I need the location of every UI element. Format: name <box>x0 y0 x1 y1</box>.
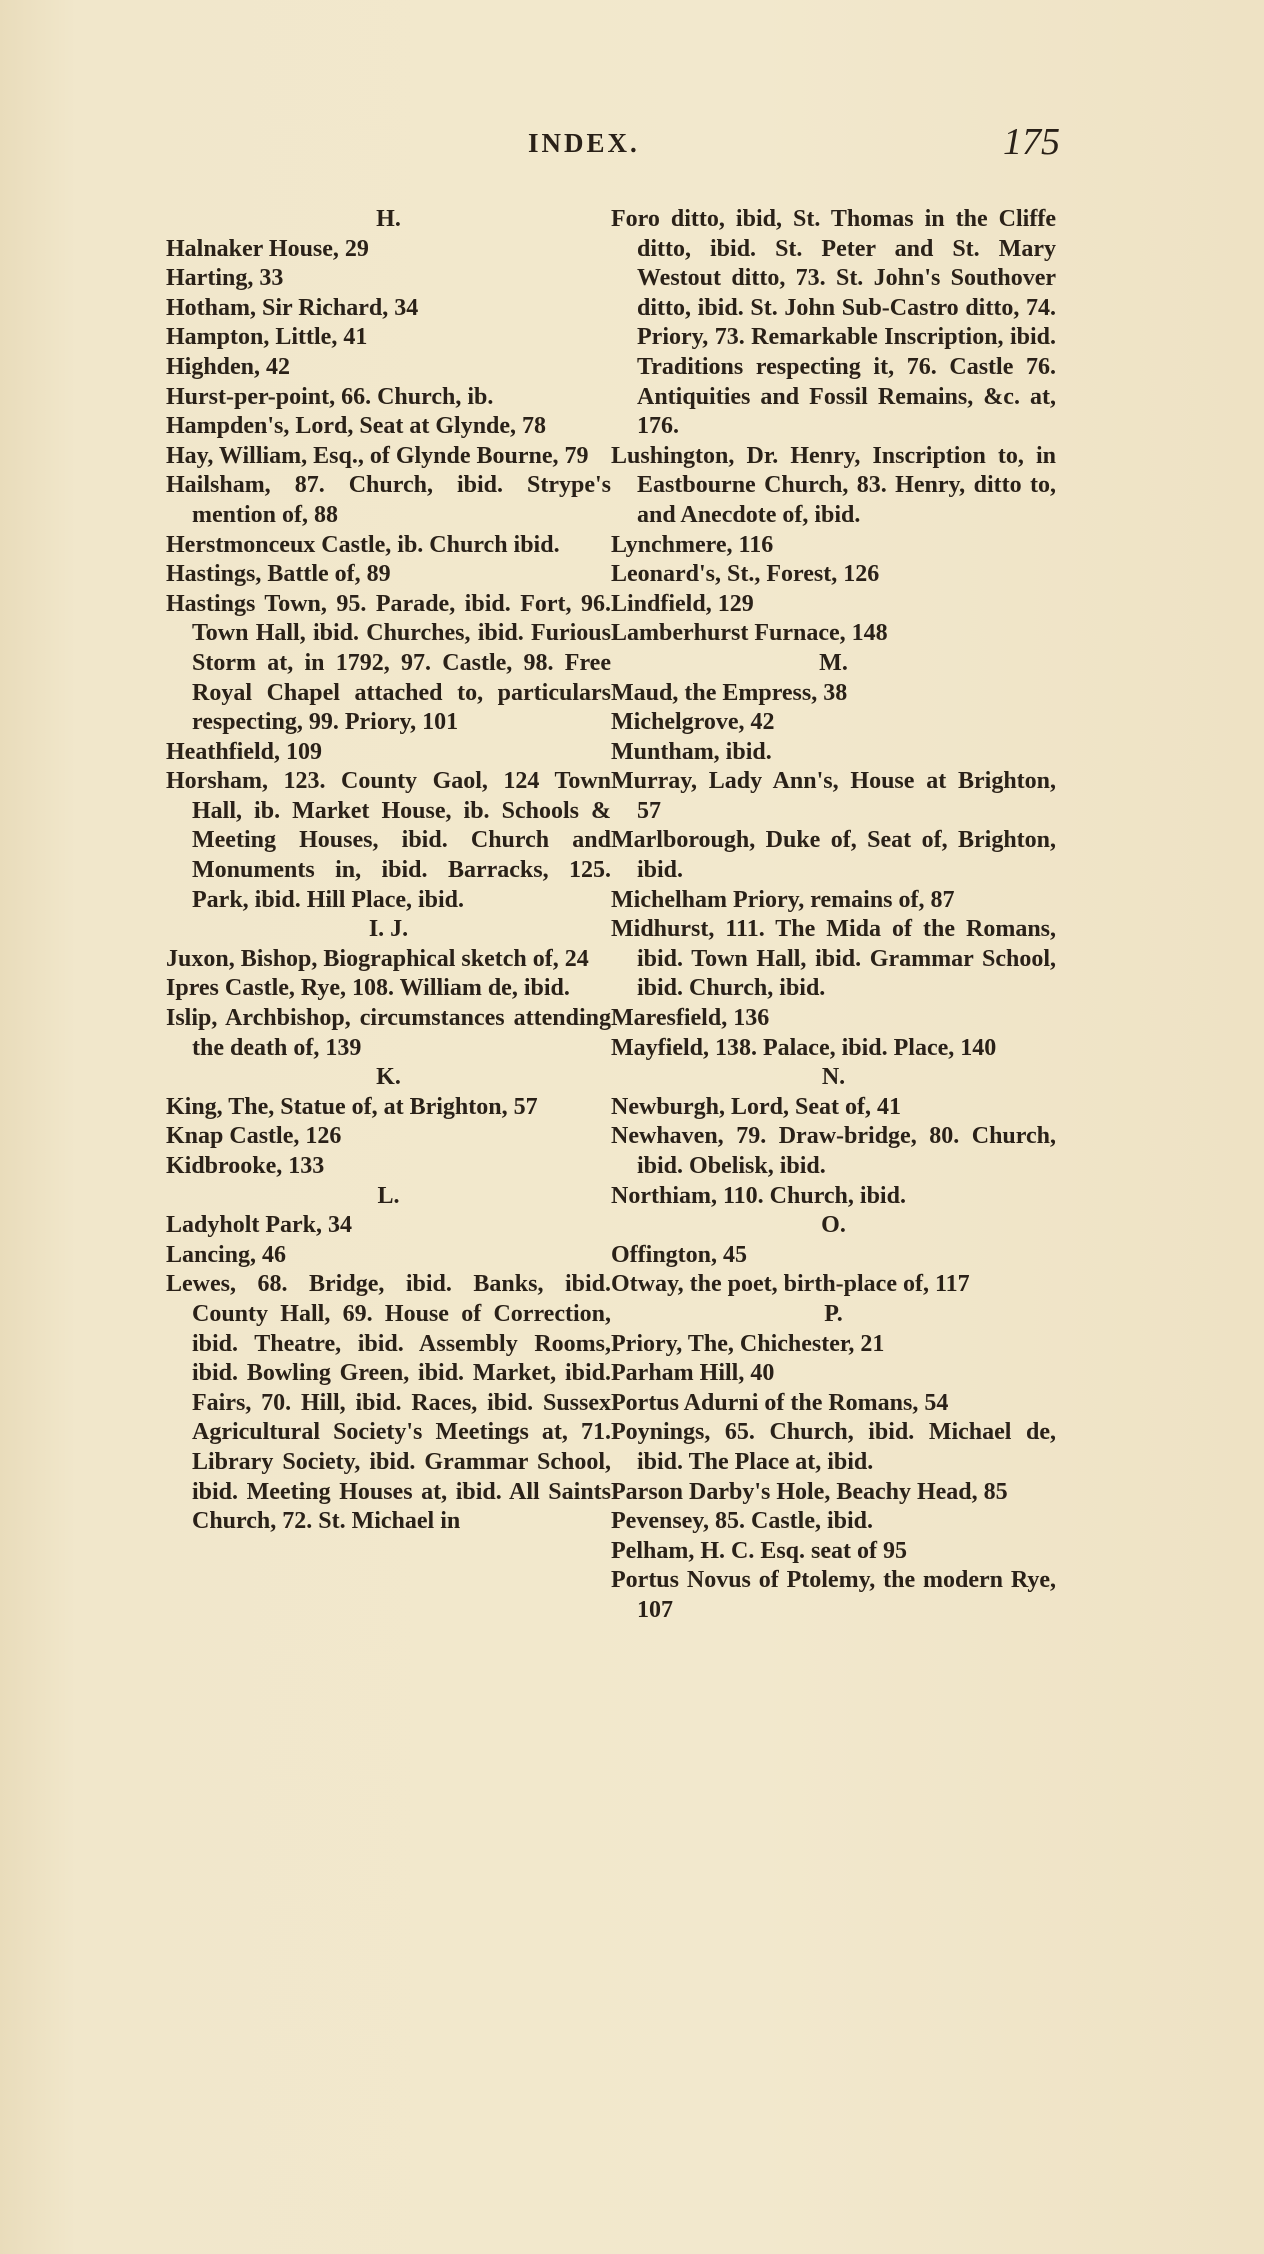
index-entry: Michelham Priory, remains of, 87 <box>611 886 955 913</box>
section-letter: P. <box>824 1300 843 1327</box>
index-entry: Murray, Lady Ann's, House at Brighton, 57 <box>611 768 1056 824</box>
index-entry: Newburgh, Lord, Seat of, 41 <box>611 1093 902 1120</box>
running-head <box>140 120 1060 170</box>
index-column-left <box>166 205 611 1537</box>
index-entry: Pevensey, 85. Castle, ibid. <box>611 1508 873 1535</box>
index-entry: Maresfield, 136 <box>611 1005 770 1032</box>
index-entry: Lushington, Dr. Henry, Inscription to, in Eastbourne Church, 83. Henry, ditto to, and Anecdote of, ibid. <box>611 442 1056 528</box>
index-entry: Herstmonceux Castle, ib. Church ibid. <box>166 531 560 558</box>
index-entry: Hurst-per-point, 66. Church, ib. <box>166 383 494 410</box>
index-entry: Lynchmere, 116 <box>611 531 774 558</box>
index-entry: Hampden's, Lord, Seat at Glynde, 78 <box>166 413 547 440</box>
index-entry: Juxon, Bishop, Biographical sketch of, 24 <box>166 945 589 972</box>
index-entry: Northiam, 110. Church, ibid. <box>611 1182 906 1209</box>
index-entry: Harting, 33 <box>166 265 284 292</box>
index-entry: Halnaker House, 29 <box>166 235 369 262</box>
index-entry: King, The, Statue of, at Brighton, 57 <box>166 1093 538 1120</box>
index-entry: Otway, the poet, birth-place of, 117 <box>611 1271 970 1298</box>
index-entry: Islip, Archbishop, circumstances attending the death of, 139 <box>166 1005 611 1061</box>
index-entry: Knap Castle, 126 <box>166 1123 342 1150</box>
section-letter: N. <box>821 1064 846 1091</box>
index-entry: Ladyholt Park, 34 <box>166 1212 353 1239</box>
index-entry: Foro ditto, ibid, St. Thomas in the Cliffe ditto, ibid. St. Peter and St. Mary Westout ditto, 73. St. John's Southover ditto, ibid. St. John Sub-Castro ditto, 74. Priory, 73. Remarkable Inscription, ibid. Traditions respecting it, 76. Castle 76. Antiquities and Fossil Remains, &c. at, 176. <box>611 206 1056 440</box>
index-entry: Lindfield, 129 <box>611 590 754 617</box>
section-letter: H. <box>376 206 401 232</box>
index-entry: Michelgrove, 42 <box>611 709 775 736</box>
section-letter: I. J. <box>368 916 409 943</box>
index-entry: Newhaven, 79. Draw-bridge, 80. Church, ibid. Obelisk, ibid. <box>611 1123 1056 1179</box>
index-entry: Poynings, 65. Church, ibid. Michael de, ibid. The Place at, ibid. <box>611 1419 1056 1475</box>
index-entry: Heathfield, 109 <box>166 738 322 765</box>
index-entry: Portus Novus of Ptolemy, the modern Rye, 107 <box>611 1567 1056 1623</box>
index-entry: Mayfield, 138. Palace, ibid. Place, 140 <box>611 1034 997 1061</box>
index-entry: Kidbrooke, 133 <box>166 1153 325 1179</box>
page-number: 175 <box>1003 121 1060 163</box>
index-entry: Hastings, Battle of, 89 <box>166 561 391 588</box>
index-entry: Lewes, 68. Bridge, ibid. Banks, ibid. County Hall, 69. House of Correction, ibid. Theatre, ibid. Assembly Rooms, ibid. Bowling Green, ibid. Market, ibid. Fairs, 70. Hill, ibid. Races, ibid. Sussex Agricultural Society's Meetings at, 71. Library Society, ibid. Grammar School, ibid. Meeting Houses at, ibid. All Saints Church, 72. St. Michael in <box>166 1271 611 1535</box>
index-entry: Lamberhurst Furnace, 148 <box>611 620 888 647</box>
index-entry: Ipres Castle, Rye, 108. William de, ibid. <box>166 975 570 1002</box>
index-entry: Leonard's, St., Forest, 126 <box>611 561 880 588</box>
index-entry: Pelham, H. C. Esq. seat of 95 <box>611 1537 907 1564</box>
index-entry: Lancing, 46 <box>166 1241 287 1268</box>
index-entry: Midhurst, 111. The Mida of the Romans, ibid. Town Hall, ibid. Grammar School, ibid. Church, ibid. <box>611 916 1056 1002</box>
index-entry: Priory, The, Chichester, 21 <box>611 1330 885 1357</box>
index-entry: Muntham, ibid. <box>611 738 772 765</box>
index-entry: Portus Adurni of the Romans, 54 <box>611 1389 949 1416</box>
index-entry: Hastings Town, 95. Parade, ibid. Fort, 96. Town Hall, ibid. Churches, ibid. Furious Storm at, in 1792, 97. Castle, 98. Free Royal Chapel attached to, particulars respecting, 99. Priory, 101 <box>166 590 611 736</box>
index-entry: Horsham, 123. County Gaol, 124 Town Hall, ib. Market House, ib. Schools & Meeting Houses, ibid. Church and Monuments in, ibid. Barracks, 125. Park, ibid. Hill Place, ibid. <box>166 768 611 913</box>
index-entry: Hay, William, Esq., of Glynde Bourne, 79 <box>166 442 589 469</box>
index-entry: Marlborough, Duke of, Seat of, Brighton, ibid. <box>611 827 1056 884</box>
section-letter: M. <box>819 649 848 676</box>
index-entry: Maud, the Empress, 38 <box>611 679 848 706</box>
index-entry: Offington, 45 <box>611 1241 748 1268</box>
running-title: INDEX. <box>528 128 640 158</box>
index-entry: Hailsham, 87. Church, ibid. Strype's mention of, 88 <box>166 472 611 528</box>
index-column-right <box>611 205 1056 1626</box>
section-letter: L. <box>377 1182 400 1209</box>
index-entry: Hotham, Sir Richard, 34 <box>166 294 419 321</box>
section-letter: O. <box>821 1212 846 1239</box>
index-entry: Hampton, Little, 41 <box>166 324 368 351</box>
section-letter: K. <box>376 1064 401 1091</box>
index-entry: Highden, 42 <box>166 353 291 380</box>
index-entry: Parham Hill, 40 <box>611 1360 775 1387</box>
index-entry: Parson Darby's Hole, Beachy Head, 85 <box>611 1478 1008 1505</box>
